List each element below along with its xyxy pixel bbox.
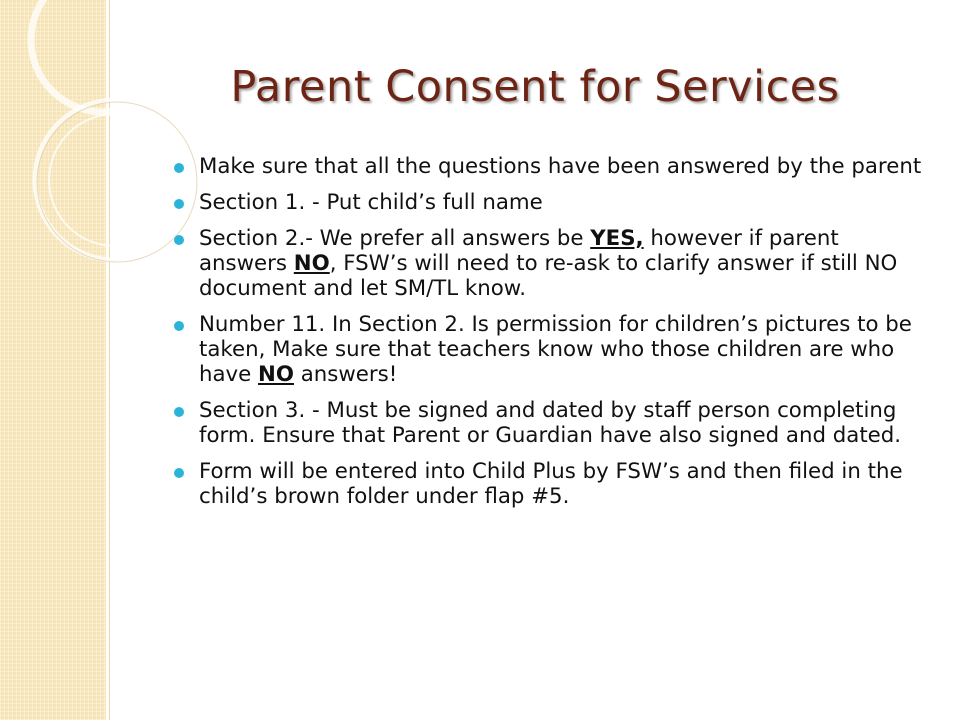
slide-title: Parent Consent for Services: [230, 62, 840, 112]
bullet-item: [174, 154, 922, 179]
bullet-item: [174, 398, 922, 448]
bullet-item: [174, 459, 922, 509]
bullet-text: Section 1. - Put child’s full name: [199, 190, 543, 215]
bullet-text: Section 2.- We prefer all answers be: [199, 226, 591, 251]
bullet-dot-icon: [174, 407, 184, 417]
emphasized-answer: NO: [258, 362, 294, 387]
bullet-text: Form will be entered into Child Plus by FSW’s and then filed in the child’s brown folder under flap #5.: [199, 459, 903, 509]
bullet-dot-icon: [174, 468, 184, 478]
bullet-item: [174, 226, 922, 301]
bullet-text: answers!: [293, 362, 398, 387]
decorative-sidebar: [0, 0, 107, 720]
bullet-text: Make sure that all the questions have been answered by the parent: [199, 154, 922, 179]
emphasized-answer: NO: [293, 251, 330, 276]
bullet-item: [174, 190, 922, 215]
bullet-text: Section 3. - Must be signed and dated by staff person completing form. Ensure that Parent or Guardian have also signed and dated.: [199, 398, 902, 448]
bullet-dot-icon: [174, 321, 184, 331]
bullet-dot-icon: [174, 163, 184, 173]
bullet-item: [174, 312, 922, 387]
emphasized-answer: YES,: [590, 226, 644, 251]
bullet-list: [174, 154, 922, 520]
bullet-text: Number 11. In Section 2. Is permission for children’s pictures to be taken, Make sure that teachers know who those children are who have: [199, 312, 912, 387]
bullet-text: however if parent answers: [199, 226, 839, 276]
bullet-dot-icon: [174, 199, 184, 209]
bullet-text: , FSW’s will need to re-ask to clarify answer if still NO document and let SM/TL know.: [199, 251, 898, 301]
bullet-dot-icon: [174, 235, 184, 245]
